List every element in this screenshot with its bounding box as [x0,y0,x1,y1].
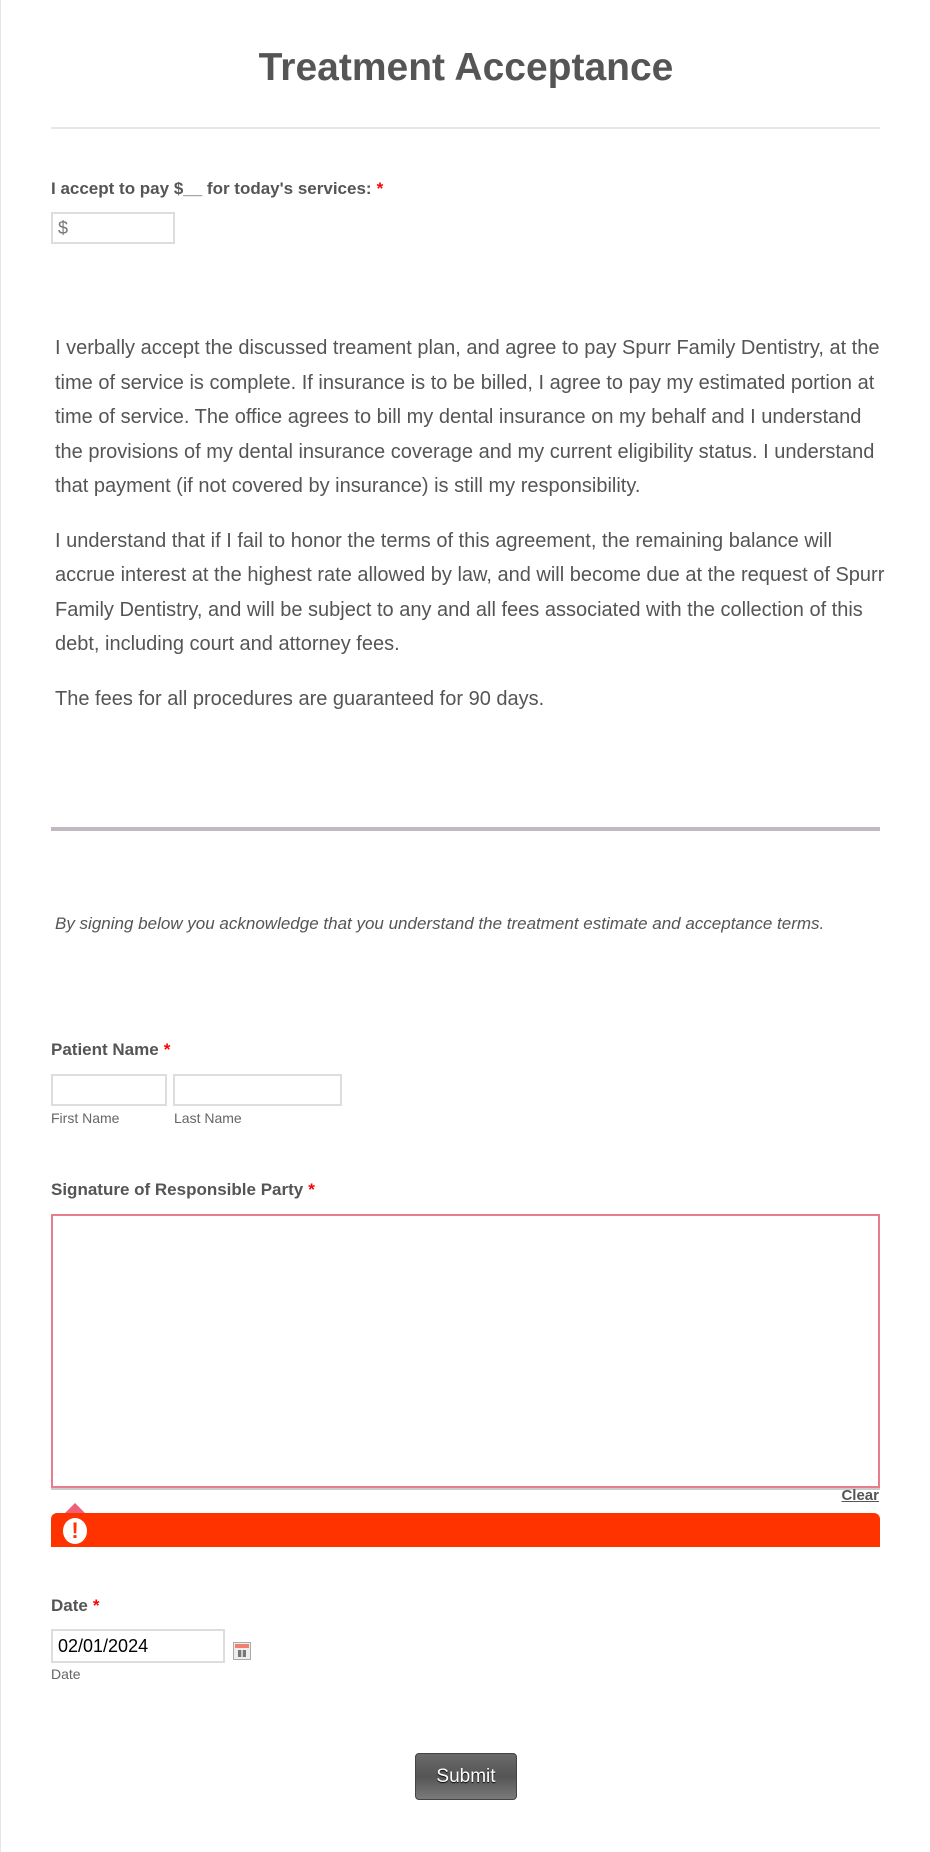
first-name-input[interactable] [51,1074,167,1106]
required-mark: * [376,179,384,198]
terms-paragraph: The fees for all procedures are guaranteed for 90 days. [55,687,545,710]
submit-button[interactable]: Submit [415,1753,517,1800]
signature-label [51,1180,315,1200]
alert-icon: ! [63,1518,87,1544]
terms-text [55,331,885,736]
payment-label [51,179,383,199]
acknowledgement-text: By signing below you acknowledge that you understand the treatment estimate and acceptance terms. [55,914,825,933]
patient-name-label [51,1040,170,1060]
section-divider [51,827,880,831]
payment-label-text: I accept to pay $__ for today's services: [51,179,372,198]
signature-label-text: Signature of Responsible Party [51,1180,304,1199]
last-name-input[interactable] [173,1074,342,1106]
required-mark: * [92,1596,100,1615]
terms-paragraph: I verbally accept the discussed treament plan, and agree to pay Spurr Family Dentistry, at the time of service is complete. If insurance is to be billed, I agree to pay my estimated portion at time of service. The office agrees to bill my dental insurance on my behalf and I understand the provisions of my dental insurance coverage and my current eligibility status. I understand that payment (if not covered by insurance) is still my responsibility. [55,337,880,497]
patient-name-label-text: Patient Name [51,1040,159,1059]
first-name-sublabel: First Name [51,1110,120,1126]
payment-amount-input[interactable] [51,212,175,244]
date-label-text: Date [51,1596,88,1615]
error-message-bar [51,1513,880,1547]
date-label [51,1596,99,1616]
date-input[interactable] [51,1629,225,1663]
required-mark: * [163,1040,171,1059]
terms-paragraph: I understand that if I fail to honor the terms of this agreement, the remaining balance will accrue interest at the highest rate allowed by law, and will become due at the request of Spurr Family Dentistry, and will be subject to any and all fees associated with the collection of this debt, including court and attorney fees. [55,529,885,655]
last-name-sublabel: Last Name [174,1110,242,1126]
required-mark: * [308,1180,315,1199]
date-sublabel: Date [51,1666,81,1682]
page-title: Treatment Acceptance [258,46,674,89]
calendar-icon[interactable] [233,1642,251,1660]
title-divider [51,127,880,129]
signature-pad[interactable] [51,1214,880,1488]
clear-signature-link[interactable]: Clear [841,1487,879,1504]
